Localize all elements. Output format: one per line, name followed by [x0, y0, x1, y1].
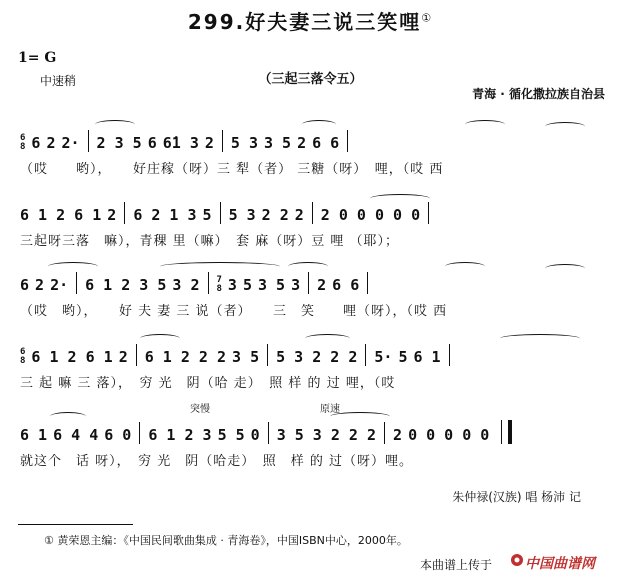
bar-line [222, 130, 223, 152]
note-group: 2 [118, 348, 128, 366]
site-logo-icon [510, 553, 524, 567]
time-signature-denominator: 8 [20, 356, 26, 366]
note-group: 6 2 1 3 [133, 206, 197, 224]
note-group: 3 5 3 2 2 2 [276, 426, 377, 444]
note-group: 6 0 [104, 426, 132, 444]
time-signature-numerator: 7 [216, 275, 222, 285]
note-group: 5 [202, 206, 212, 224]
footnote-text: ① 黄荣恩主编：《中国民间歌曲集成 · 青海卷》，中国ISBN中心，2000年。 [44, 534, 408, 547]
bar-line [76, 272, 77, 294]
notation-line [20, 270, 605, 294]
note-group: 2 [204, 134, 214, 152]
slur-mark [330, 412, 390, 421]
note-group: 6 [20, 276, 30, 294]
bar-line [124, 202, 125, 224]
title-footnote-mark: ① [421, 11, 434, 25]
note-group: 2· [50, 276, 69, 294]
note-group: 2 2 [261, 206, 289, 224]
note-group: 2 [46, 134, 56, 152]
slower-marking: 突慢 [190, 404, 210, 415]
time-signature-denominator: 8 [20, 142, 26, 152]
notation-line [20, 420, 605, 444]
score-system-1 [20, 128, 605, 188]
lyrics-line: （哎 哟）， 好 夫 妻 三 说（者） 三 笑 哩（呀），（哎 西 [20, 304, 448, 319]
slur-mark [50, 412, 86, 421]
slur-mark [95, 120, 135, 129]
bar-line [449, 344, 450, 366]
note-group: 5 3 [228, 206, 256, 224]
final-bar-line [501, 420, 512, 444]
note-group: 3 5 [232, 348, 260, 366]
note-group: 6 1 2 2 2 [144, 348, 227, 366]
slur-mark [545, 122, 585, 131]
note-group: 6 1 2 6 1 [20, 206, 102, 224]
bar-line [347, 130, 348, 152]
time-signature [20, 134, 25, 152]
score-system-3 [20, 270, 605, 330]
title-text: 299.好夫妻三说三笑哩 [187, 10, 422, 34]
note-group: 6 6 [312, 134, 340, 152]
note-group: 2· [61, 134, 80, 152]
note-group: 6 1 [413, 348, 441, 366]
bar-line [428, 202, 429, 224]
slur-mark [445, 262, 485, 271]
note-group: 5 5 [217, 426, 245, 444]
note-group: 2 [317, 276, 327, 294]
slur-mark [48, 262, 98, 271]
bar-line [139, 422, 140, 444]
note-group: 3 [291, 276, 301, 294]
notation-line [20, 200, 605, 224]
slur-mark [370, 194, 430, 203]
slur-mark [500, 334, 580, 343]
note-group: 5 [398, 348, 408, 366]
note-group: 2 0 0 0 0 0 [320, 206, 421, 224]
lyrics-line: （哎 哟）， 好庄稼（呀）三 犁（者） 三糖（呀） 哩，（哎 西 [20, 162, 444, 177]
time-signature-numerator: 6 [20, 133, 26, 143]
page-title [0, 6, 621, 35]
note-group: 0 [250, 426, 260, 444]
note-group: 2 3 5 [96, 134, 142, 152]
time-signature [217, 276, 222, 294]
note-group: 2 [107, 206, 117, 224]
lyrics-line: 三 起 嘛 三 落）， 穷 光 阴（哈 走） 照 样 的 过 哩，（哎 [20, 376, 396, 391]
upload-caption: 本曲谱上传于 [420, 558, 493, 572]
lyrics-line: 三起呀三落 嘛），青稞 里（嘛） 套 麻（呀）豆 哩 （耶）； [20, 234, 400, 249]
note-group: 3 2 [172, 276, 200, 294]
score-system-2 [20, 200, 605, 260]
key-signature: 1= G [18, 50, 57, 66]
bar-line [136, 344, 137, 366]
time-signature-denominator: 8 [216, 284, 222, 294]
bar-line [365, 344, 366, 366]
slur-mark [140, 334, 180, 343]
note-group: 6 1 2 6 1 [31, 348, 113, 366]
note-group: 5 [242, 276, 252, 294]
slur-mark [160, 262, 280, 271]
notation-line [20, 342, 605, 366]
original-tempo-marking: 原速 [320, 404, 340, 415]
bar-line [88, 130, 89, 152]
note-group: 5· [374, 348, 393, 366]
time-signature-numerator: 6 [20, 347, 26, 357]
lyrics-line: 就这个 话 呀）， 穷 光 阴（哈走） 照 样 的 过（呀）哩。 [20, 454, 414, 469]
note-group: 6 4 4 [53, 426, 99, 444]
note-group: 5 3 [230, 134, 258, 152]
tempo-marking: 中速稍 [40, 74, 77, 88]
region-label: 青海 · 循化撒拉族自治县 [472, 87, 605, 101]
slur-mark [545, 264, 585, 273]
note-group: 6̇1 3 [162, 134, 199, 152]
note-group: 6 [31, 134, 41, 152]
slur-mark [288, 262, 328, 271]
notation-line [20, 128, 605, 152]
bar-line [384, 422, 385, 444]
bar-line [208, 272, 209, 294]
note-group: 5 3 2 2 2 [276, 348, 358, 366]
bar-line [267, 344, 268, 366]
bar-line [220, 202, 221, 224]
note-group: 2 [294, 206, 304, 224]
note-group: 6 [147, 134, 157, 152]
bar-line [312, 202, 313, 224]
bar-line [268, 422, 269, 444]
note-group: 3 5 [257, 276, 286, 294]
note-group: 2 [297, 134, 307, 152]
note-group: 0 0 0 0 0 [408, 426, 490, 444]
note-group: 6 6 [332, 276, 360, 294]
site-name[interactable]: 中国曲谱网 [525, 556, 595, 572]
note-group: 2 [35, 276, 45, 294]
slur-mark [305, 334, 350, 343]
note-group: 3 [227, 276, 237, 294]
credit-line: 朱仲禄(汉族) 唱 杨沛 记 [452, 490, 581, 504]
bar-line [367, 272, 368, 294]
note-group: 6 1 [20, 426, 48, 444]
time-signature [20, 348, 25, 366]
slur-mark [302, 120, 336, 129]
footnote-divider [18, 524, 133, 525]
note-group: 2 [393, 426, 403, 444]
score-system-4 [20, 342, 605, 402]
bar-line [308, 272, 309, 294]
slur-mark [465, 120, 505, 129]
note-group: 3 5 [263, 134, 292, 152]
note-group: 6 1 2 3 5 [85, 276, 167, 294]
tune-type: （三起三落令五） [258, 72, 363, 87]
note-group: 6 1 2 3 [148, 426, 212, 444]
score-system-5 [20, 404, 605, 480]
